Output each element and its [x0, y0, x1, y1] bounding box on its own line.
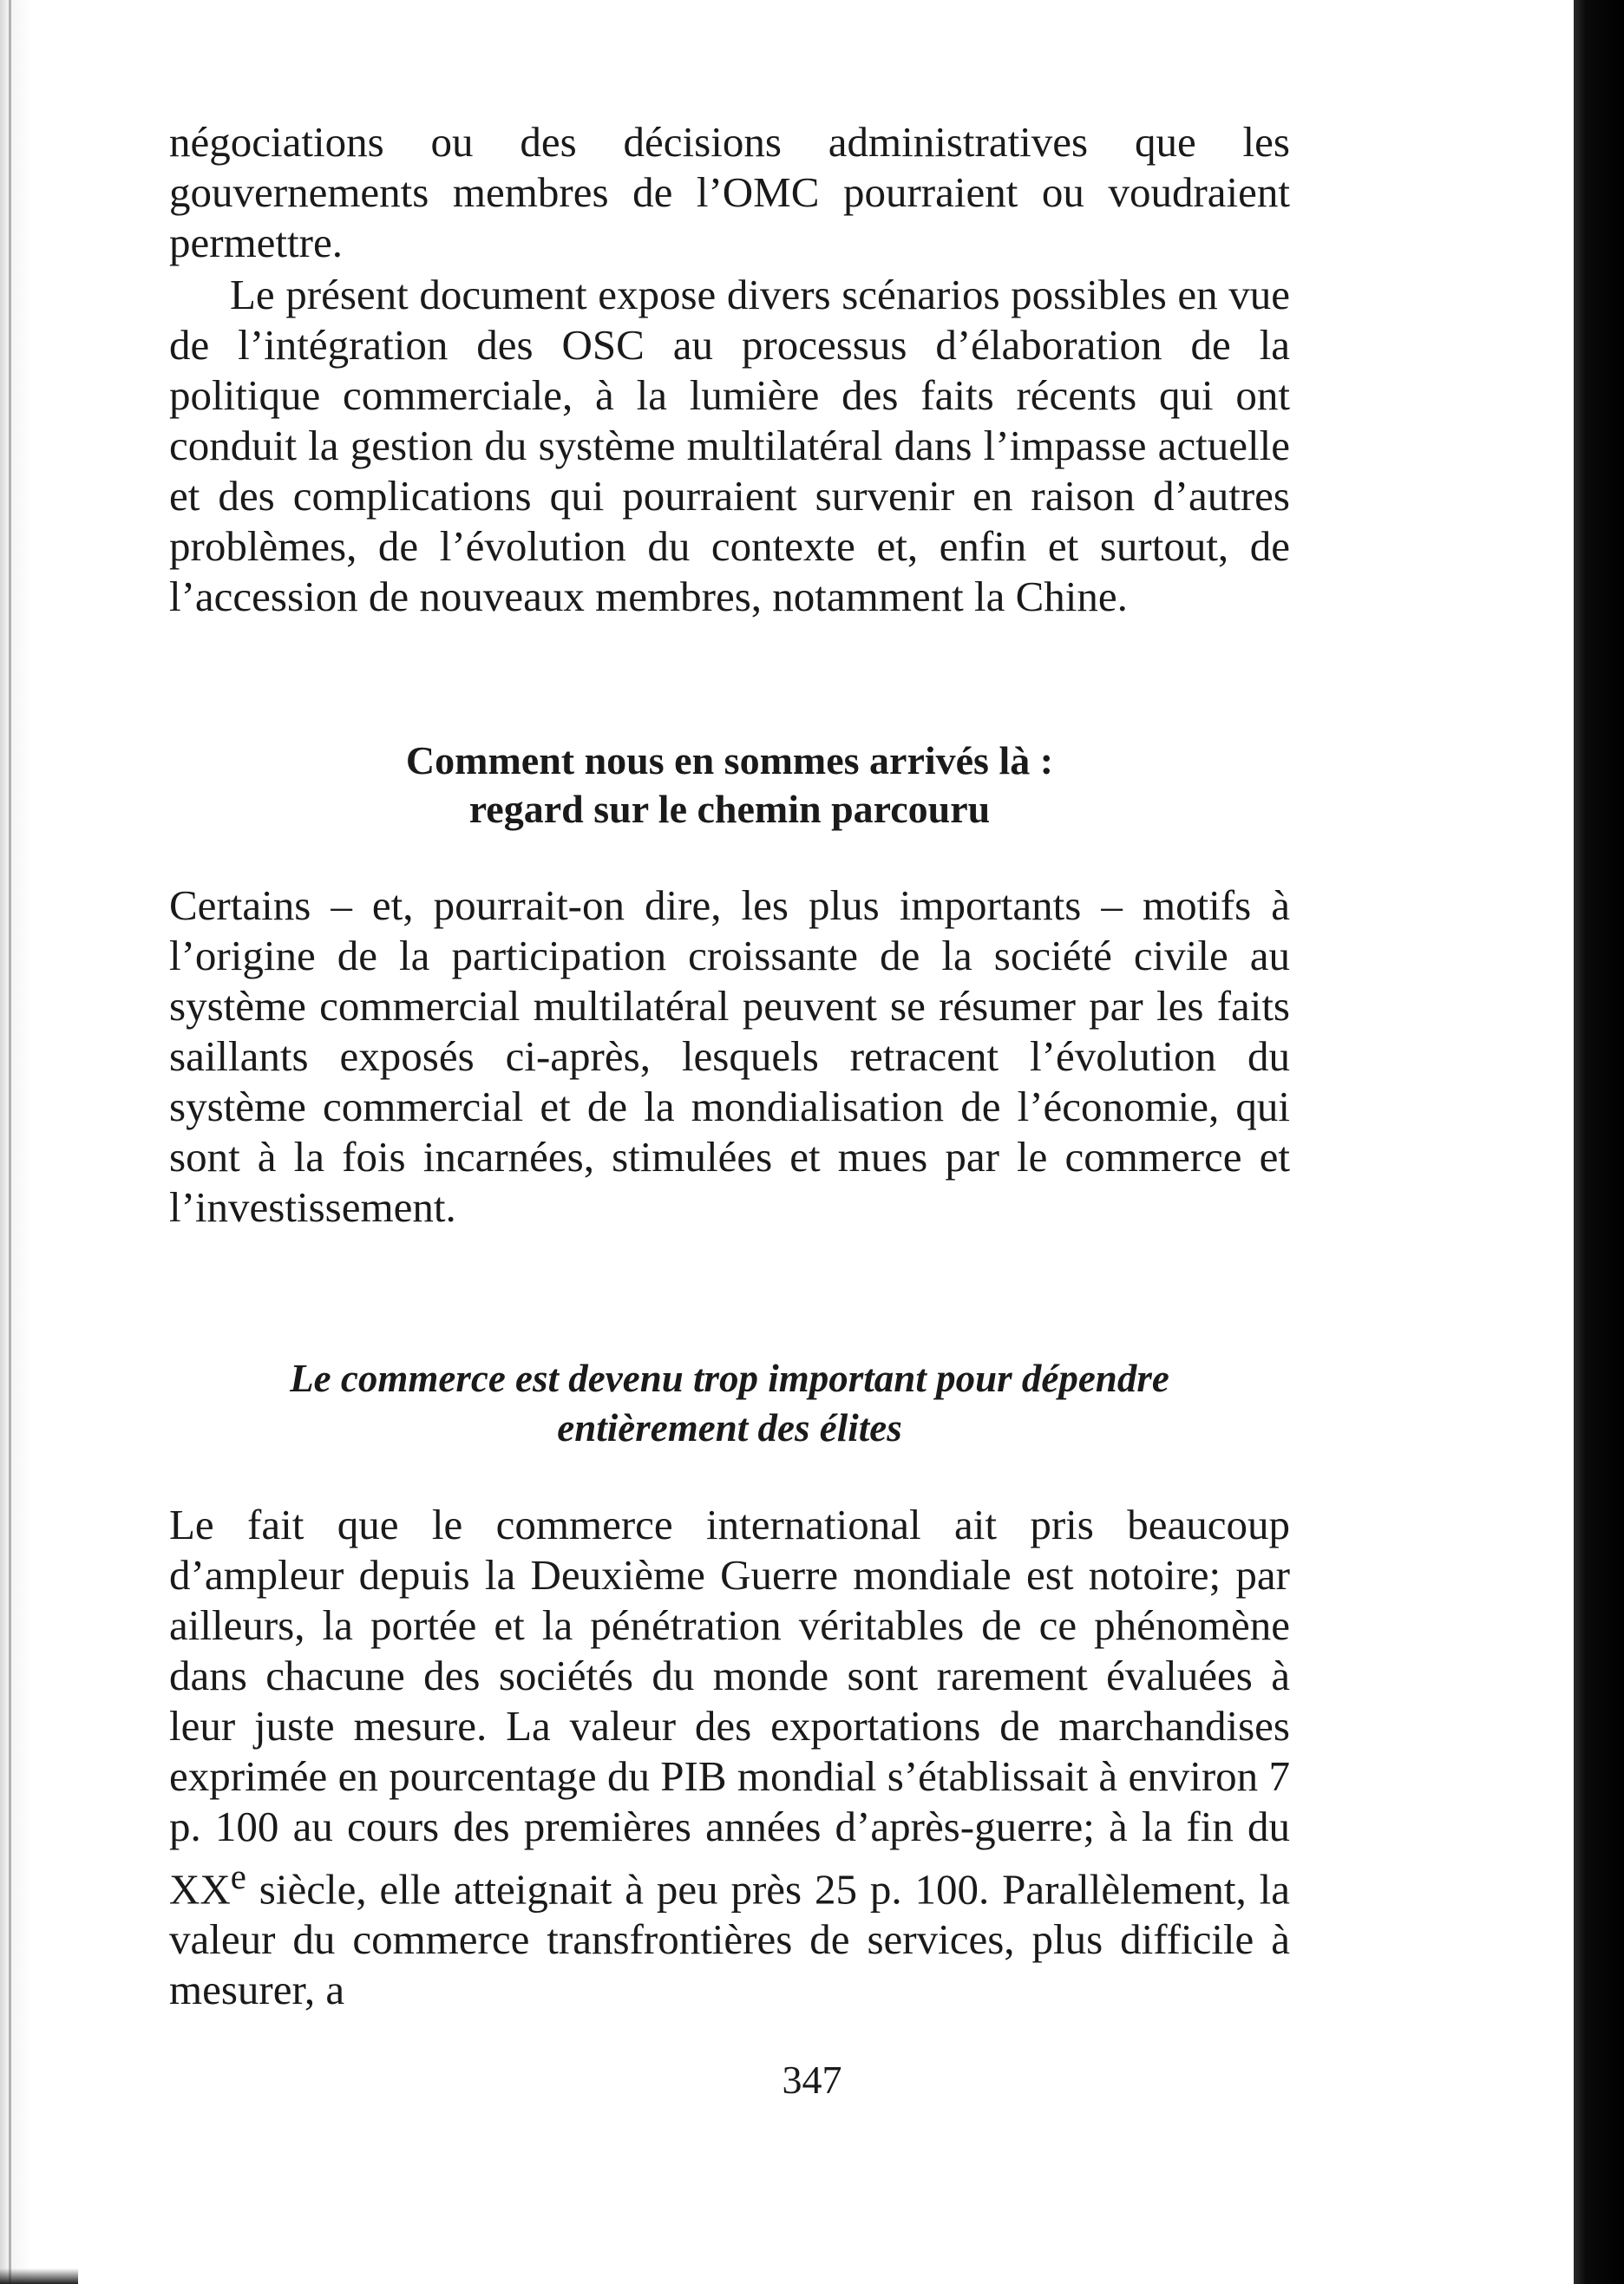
section-heading — [169, 736, 1290, 834]
section-paragraph: Certains – et, pourrait-on dire, les plus importants – motifs à l’origine de la participation croissante de la société civile au système commercial multilatéral peuvent se résumer par les faits saillants exposés ci-après, lesquels retracent l’évolution du système commercial et de la mondialisation de l’économie, qui sont à la fois incarnées, stimulées et mues par le commerce et l’investissement. — [169, 881, 1290, 1231]
section-heading-line-2: regard sur le chemin parcouru — [468, 787, 991, 831]
century-superscript: e — [230, 1857, 246, 1896]
section-heading-line-1: Comment nous en sommes arrivés là : — [405, 738, 1054, 782]
subsection-paragraph — [169, 1500, 1290, 2015]
intro-paragraph: Le présent document expose divers scénarios possibles en vue de l’intégration des OSC au processus d’élaboration de la politique commerciale, à la lumière des faits récents qui ont conduit la gestion du système multilatéral dans l’impasse actuelle et des complications qui pourraient survenir en raison d’autres problèmes, de l’évolution du contexte et, enfin et surtout, de l’accession de nouveaux membres, notamment la Chine. — [169, 271, 1290, 620]
subsection-heading — [169, 1354, 1290, 1453]
scan-left-edge — [0, 0, 33, 2284]
scan-right-edge — [1574, 0, 1624, 2284]
opening-paragraph: négociations ou des décisions administratives que les gouvernements membres de l’OMC pourraient ou voudraient permettre. — [169, 118, 1290, 266]
subsection-paragraph-part-2: siècle, elle atteignait à peu près 25 p. 100. Parallèlement, la valeur du commerce transfrontières de services, plus difficile à mesurer, a — [169, 1865, 1290, 2014]
scan-corner-shadow — [0, 2268, 78, 2284]
subsection-heading-line-1: Le commerce est devenu trop important pour dépendre — [290, 1357, 1169, 1400]
subsection-paragraph-part-1: Le fait que le commerce international ait pris beaucoup d’ampleur depuis la Deuxième Guerre mondiale est notoire; par ailleurs, la portée et la pénétration véritables de ce phénomène dans chacune des sociétés du monde sont rarement évaluées à leur juste mesure. La valeur des exportations de marchandises exprimée en pourcentage du PIB mondial s’établissait à environ 7 p. 100 au cours des premières années d’après-guerre; à la fin du XX — [169, 1501, 1290, 1914]
page-body — [169, 117, 1290, 2015]
subsection-heading-line-2: entièrement des élites — [557, 1406, 902, 1450]
page-number: 347 — [782, 2058, 842, 2102]
